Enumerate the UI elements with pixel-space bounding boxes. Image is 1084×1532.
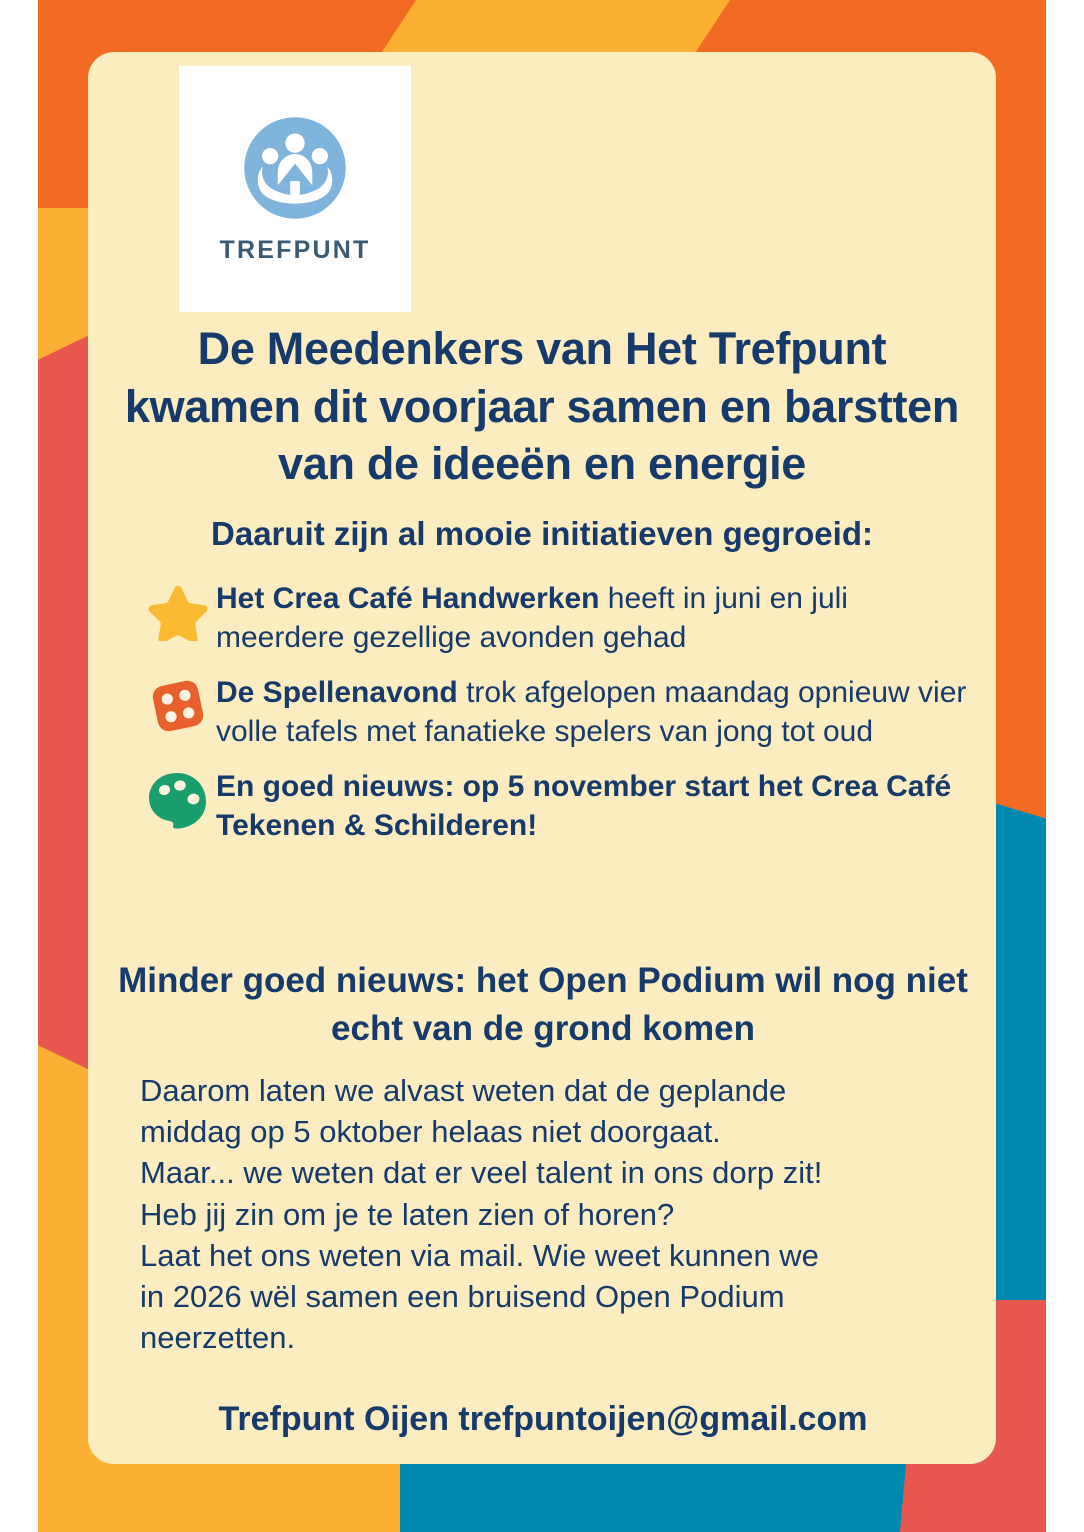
list-item-rest-text: trok afgelopen maandag opnieuw vier volle tafels met fanatieke spelers van jong tot oud [216,676,967,748]
body-line: Daarom laten we alvast weten dat de geplande [140,1073,787,1108]
body-line: Maar... we weten dat er veel talent in ons dorp zit! [140,1155,823,1191]
subheading: Daaruit zijn al mooie initiatieven gegroeid: [211,515,873,552]
list-item [140,671,970,751]
body-line: neerzetten. [140,1320,296,1356]
body-line: Heb jij zin om je te laten zien of horen? [140,1196,675,1232]
body-line: in 2026 wël samen een bruisend Open Podium [140,1279,785,1315]
body-paragraph [140,1070,970,1359]
body-line: Laat het ons weten via mail. Wie weet kunnen we [140,1237,819,1273]
list-item-rest-text: heeft in juni en juli meerdere gezellige avonden gehad [216,582,848,654]
palette-icon [140,765,216,831]
list-item-text [216,765,970,845]
list-item-text [216,671,970,751]
contact-footer: Trefpunt Oijen trefpuntoijen@gmail.com [218,1400,868,1438]
content-card [88,52,996,1464]
list-item-bold-text: Het Crea Café Handwerken [216,582,600,615]
star-icon [140,577,216,643]
logo-wordmark: TREFPUNT [219,235,371,264]
list-item-text [216,577,970,657]
dice-icon [140,671,216,737]
page-title: De Meedenkers van Het Trefpunt kwamen dit voorjaar samen en barstten van de ideeën en energie [124,323,960,490]
logo-block [179,66,411,312]
body-line: middag op 5 oktober helaas niet doorgaat. [140,1114,721,1150]
list-item [140,765,970,845]
initiatives-list [140,577,970,859]
list-item [140,577,970,657]
list-item-bold-text: En goed nieuws: op 5 november start het Crea Café Tekenen & Schilderen! [216,770,952,842]
trefpunt-people-circle-logo-icon [241,114,349,222]
list-item-bold-text: De Spellenavond [216,676,458,709]
secondary-heading: Minder goed nieuws: het Open Podium wil nog niet echt van de grond komen [118,961,968,1048]
